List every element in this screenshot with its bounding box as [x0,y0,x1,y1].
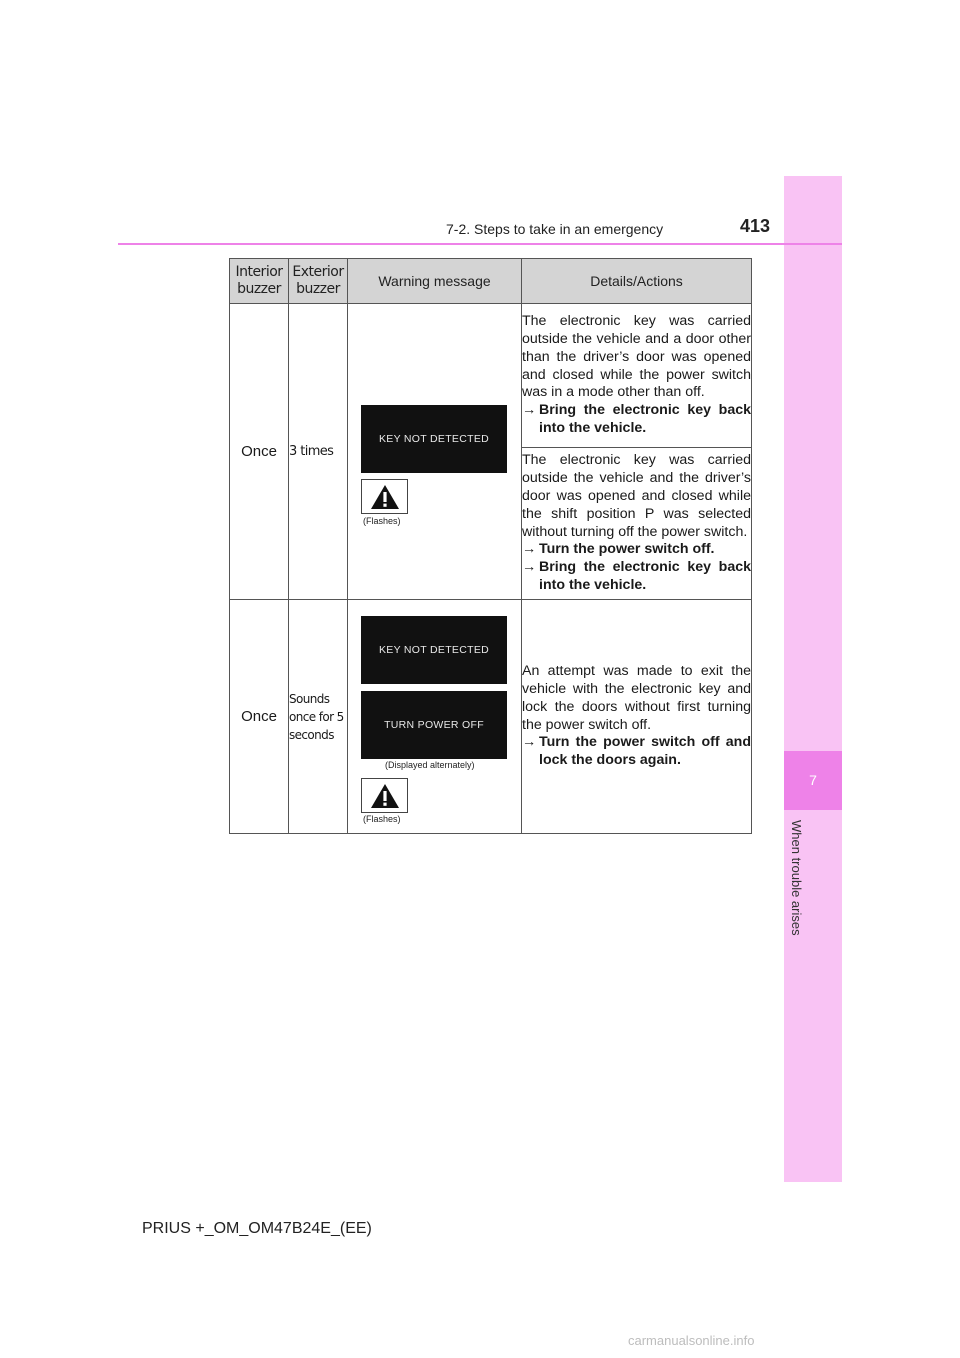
details-cell [522,448,752,600]
table-row [230,600,752,834]
arrow-icon: → [522,541,537,558]
arrow-icon: → [522,559,537,576]
flashes-caption: (Flashes) [363,814,401,824]
action-item [522,734,751,770]
exterior-buzzer-count: Sounds once for 5 seconds [289,600,348,834]
details-cell [522,600,752,834]
multi-info-display: TURN POWER OFF [361,691,507,759]
action-text: Bring the electronic key back into the vehicle. [539,559,751,593]
interior-buzzer-count: Once [230,600,289,834]
page-number: 413 [740,216,771,236]
header-warning-message: Warning message [348,259,522,304]
arrow-icon: → [522,402,537,419]
flashes-caption: (Flashes) [363,516,401,526]
exterior-buzzer-count: 3 times [289,304,348,600]
table-header-row [230,259,752,304]
action-item [522,541,751,559]
header-rule [118,243,842,245]
displayed-alternately-caption: (Displayed alternately) [385,760,475,770]
warning-message-cell [348,600,522,834]
arrow-icon: → [522,734,537,751]
multi-info-display: KEY NOT DETECTED [361,616,507,684]
warning-light-icon [361,479,408,514]
warning-light-icon [361,778,408,813]
document-code: PRIUS +_OM_OM47B24E_(EE) [142,1220,372,1237]
details-text: The electronic key was carried outside the vehicle and the driver’s door was opened and closed while the shift position P was selected without turning off the power switch. [522,452,751,540]
chapter-side-tab [784,176,842,1182]
warning-message-cell [348,304,522,600]
chapter-number: 7 [784,751,842,810]
multi-info-display: KEY NOT DETECTED [361,405,507,473]
details-text: The electronic key was carried outside the vehicle and a door other than the driver’s door was opened and closed while the power switch was in a mode other than off. [522,313,751,401]
action-text: Turn the power switch off. [539,541,715,558]
action-item [522,402,751,438]
section-title: 7-2. Steps to take in an emergency [446,221,664,237]
action-text: Bring the electronic key back into the vehicle. [539,402,751,436]
table-row [230,304,752,448]
header-interior-buzzer: Interior buzzer [230,259,289,304]
interior-buzzer-count: Once [230,304,289,600]
header-details-actions: Details/Actions [522,259,752,304]
action-text: Turn the power switch off and lock the doors again. [539,734,751,769]
details-cell [522,304,752,448]
details-text: An attempt was made to exit the vehicle with the electronic key and lock the doors without first turning the power switch off. [522,663,751,733]
action-item [522,559,751,595]
warning-table [229,258,752,834]
header-exterior-buzzer: Exterior buzzer [289,259,348,304]
watermark: carmanualsonline.info [628,1333,755,1348]
chapter-label: When trouble arises [789,820,804,936]
